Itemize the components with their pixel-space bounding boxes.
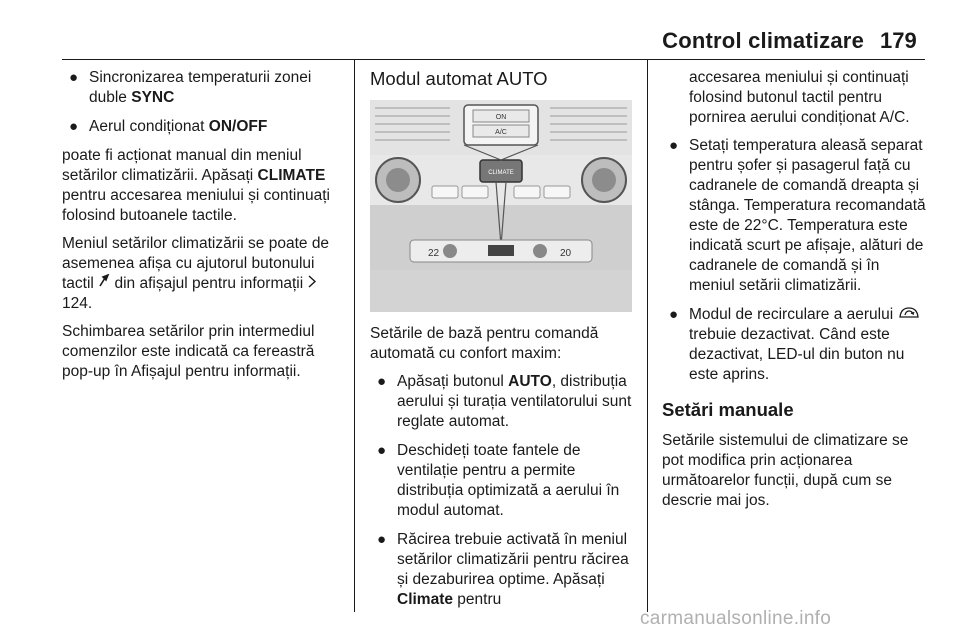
list-item: ● Apăsați butonul AUTO, distribuția aerului și turația ventilatorului sunt reglate automat.	[377, 373, 632, 430]
paragraph: poate fi acționat manual din meniul setărilor climatizării. Apăsați CLIMATE pentru accesarea meniului și continuați folosind butoanele tactile.	[62, 147, 330, 224]
on-button-label: ON	[495, 114, 507, 121]
ac-button-label: A/C	[495, 129, 507, 136]
paragraph: Setările de bază pentru comandă automată cu confort maxim:	[370, 325, 599, 362]
page-reference[interactable]: 124	[62, 295, 88, 313]
bullet-dot: ●	[69, 118, 79, 135]
column-2	[370, 68, 636, 619]
column-divider-1	[354, 60, 355, 612]
climate-panel-illustration	[370, 100, 632, 312]
right-temp-label: 20	[560, 248, 572, 259]
page-number: 179	[880, 28, 917, 53]
bullet-dot: ●	[669, 306, 679, 323]
section-heading: Setări manuale	[662, 399, 794, 421]
climate-button-label: CLIMATE	[488, 170, 514, 176]
page-header-title: Control climatizare	[662, 28, 864, 53]
bullet-dot: ●	[377, 442, 387, 459]
list-item: ● Deschideți toate fantele de ventilație pentru a permite distribuția optimizată a aerului în modul automat.	[377, 442, 620, 519]
column-1	[62, 68, 347, 390]
watermark: carmanualsonline.info	[640, 608, 832, 629]
left-temp-label: 22	[428, 248, 440, 259]
air-recirculation-icon	[898, 305, 920, 325]
list-item: ● Setați temperatura aleasă separat pentru șofer și pasagerul față cu cadranele de comandă dreapta și stânga. Temperatura recomandată este de 22°C. Temperatura este indicată scurt pe afișaje, alături de cadranele de comandă și în meniul setării climatizării.	[669, 137, 926, 294]
list-item: ● Aerul condiționat ON/OFF	[69, 118, 268, 135]
paragraph: Setările sistemului de climatizare se pot modifica prin acționarea următoarelor funcții, după cum se descrie mai jos.	[662, 432, 909, 510]
paragraph-continued: accesarea meniului și continuați folosind butonul tactil pentru pornirea aerului condiționat A/C.	[689, 69, 910, 126]
bullet-dot: ●	[377, 373, 387, 390]
list-item: ● Modul de recirculare a aerului trebuie dezactivat. Când este dezactivat, LED-ul din buton nu este aprins.	[662, 305, 928, 385]
list-item: ● Sincronizarea temperaturii zonei duble SYNC	[69, 69, 312, 106]
bullet-dot: ●	[69, 69, 79, 86]
paragraph: Schimbarea setărilor prin intermediul comenzilor este indicată ca fereastră pop-up în Afișajul pentru informații.	[62, 323, 315, 381]
column-3	[662, 68, 928, 519]
column-divider-2	[647, 60, 648, 612]
bullet-dot: ●	[669, 137, 679, 154]
settings-touch-icon	[98, 274, 110, 294]
paragraph: Meniul setărilor climatizării se poate de asemenea afișa cu ajutorul butonului tactil din afișajul pentru informații 124.	[62, 235, 330, 313]
section-heading: Modul automat AUTO	[370, 68, 548, 89]
header-divider	[62, 59, 925, 60]
page-ref-arrow-icon	[307, 274, 317, 294]
bullet-dot: ●	[377, 531, 387, 548]
list-item: ● Răcirea trebuie activată în meniul setărilor climatizării pentru răcirea și dezaburirea optime. Apăsați Climate pentru	[377, 531, 629, 608]
